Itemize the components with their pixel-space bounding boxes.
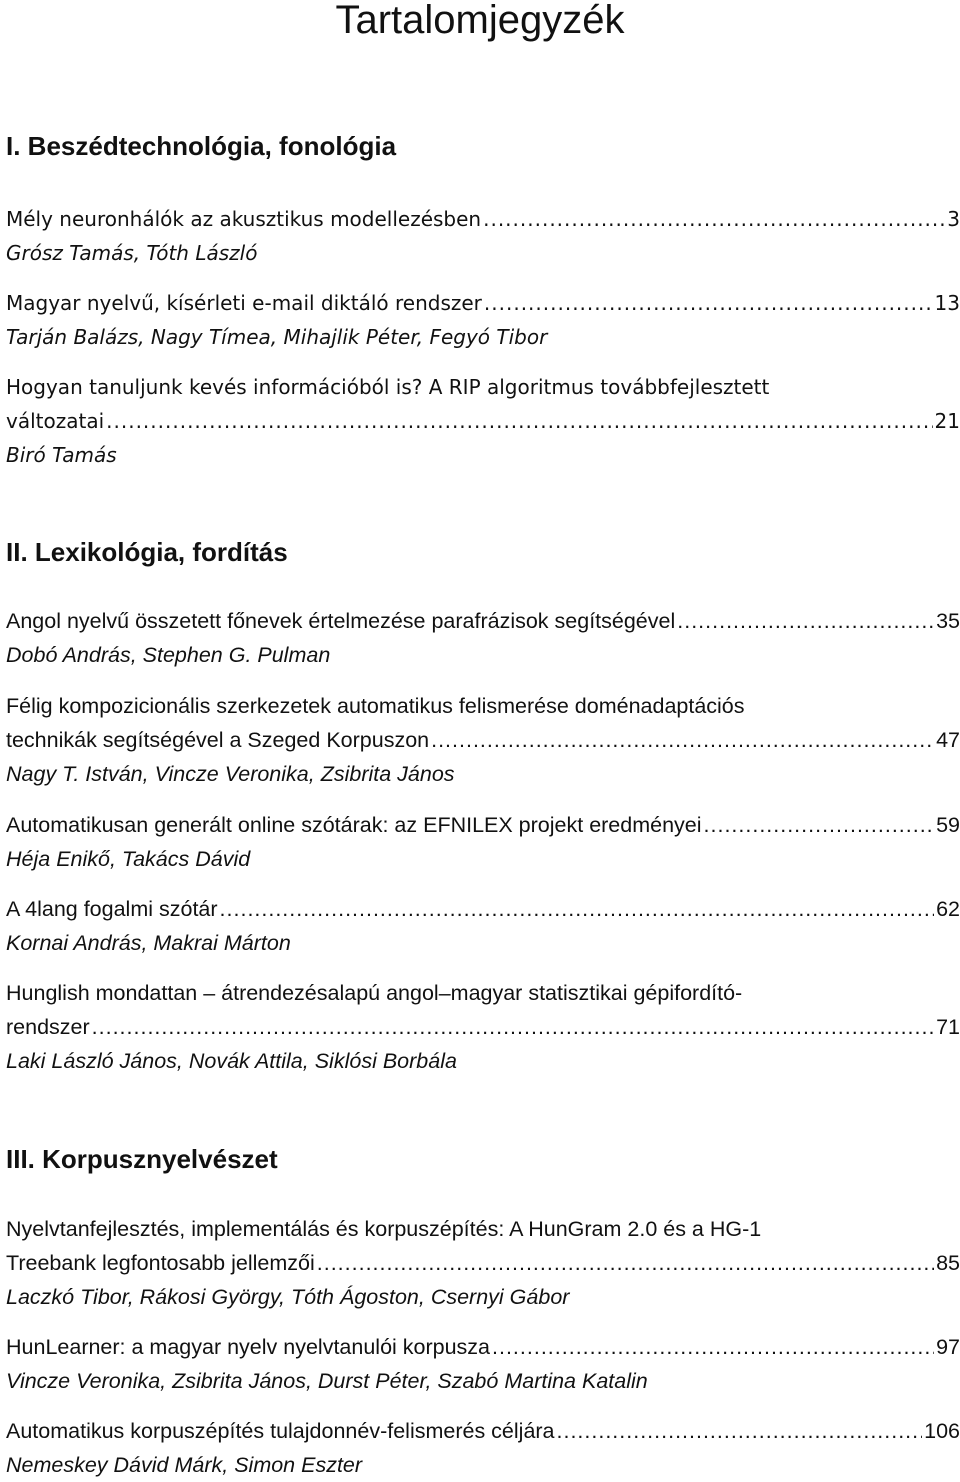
toc-entry[interactable] — [6, 976, 960, 1078]
dot-leader — [677, 604, 934, 638]
entry-title: Automatikus korpuszépítés tulajdonnév-felismerés céljára — [6, 1419, 555, 1443]
entry-title: Nyelvtanfejlesztés, implementálás és korpuszépítés: A HunGram 2.0 és a HG-1 — [6, 1217, 762, 1241]
entry-title: technikák segítségével a Szeged Korpuszon — [6, 728, 430, 752]
toc-entry[interactable] — [6, 689, 960, 791]
entry-title-line — [6, 1414, 960, 1448]
entry-title-line — [6, 723, 960, 757]
toc-entry[interactable] — [6, 1330, 960, 1398]
entry-title: Treebank legfontosabb jellemzői — [6, 1251, 315, 1275]
page-number: 3 — [947, 207, 960, 231]
dot-leader — [431, 723, 934, 757]
entry-title-line — [6, 370, 960, 404]
page-number: 59 — [936, 813, 960, 837]
page-number: 21 — [934, 409, 960, 433]
entry-title-line — [6, 286, 960, 320]
entry-title: Hogyan tanuljunk kevés információból is? A RIP algoritmus továbbfejlesztett — [6, 375, 770, 399]
entry-title-line — [6, 976, 960, 1010]
page-number: 71 — [936, 1015, 960, 1039]
dot-leader — [704, 808, 935, 842]
entry-title-line — [6, 404, 960, 438]
entry-title-line — [6, 689, 960, 723]
entry-title: rendszer — [6, 1015, 90, 1039]
entry-authors: Tarján Balázs, Nagy Tímea, Mihajlik Péter, Fegyó Tibor — [6, 325, 548, 349]
entry-title: Automatikusan generált online szótárak: az EFNILEX projekt eredményei — [6, 813, 702, 837]
page-number: 35 — [936, 609, 960, 633]
entry-title: Magyar nyelvű, kísérleti e-mail diktáló rendszer — [6, 291, 482, 315]
entry-title-line — [6, 1330, 960, 1364]
entry-authors: Vincze Veronika, Zsibrita János, Durst Péter, Szabó Martina Katalin — [6, 1369, 648, 1393]
toc-entry[interactable] — [6, 1212, 960, 1314]
toc-entry[interactable] — [6, 1414, 960, 1482]
dot-leader — [484, 286, 933, 320]
toc-entry[interactable] — [6, 286, 960, 354]
entry-title-line — [6, 604, 960, 638]
entry-title: HunLearner: a magyar nyelv nyelvtanulói korpusza — [6, 1335, 491, 1359]
section-heading: II. Lexikológia, fordítás — [6, 537, 288, 567]
entry-title-line — [6, 892, 960, 926]
toc-entry[interactable] — [6, 892, 960, 960]
entry-authors: Biró Tamás — [6, 443, 117, 467]
entry-title-line — [6, 808, 960, 842]
entry-title: Hunglish mondattan – átrendezésalapú angol–magyar statisztikai gépifordító- — [6, 981, 743, 1005]
entry-title: A 4lang fogalmi szótár — [6, 897, 218, 921]
entry-authors: Dobó András, Stephen G. Pulman — [6, 643, 331, 667]
dot-leader — [557, 1414, 923, 1448]
entry-title-line — [6, 202, 960, 236]
entry-authors: Nemeskey Dávid Márk, Simon Eszter — [6, 1453, 363, 1477]
page-number: 97 — [936, 1335, 960, 1359]
entry-authors: Laczkó Tibor, Rákosi György, Tóth Ágoston, Csernyi Gábor — [6, 1285, 570, 1309]
entry-title: változatai — [6, 409, 105, 433]
entry-authors: Héja Enikő, Takács Dávid — [6, 847, 251, 871]
section-heading: I. Beszédtechnológia, fonológia — [6, 131, 397, 161]
dot-leader — [492, 1330, 934, 1364]
page-number: 47 — [936, 728, 960, 752]
entry-title: Félig kompozicionális szerkezetek automatikus felismerése doménadaptációs — [6, 694, 745, 718]
toc-entry[interactable] — [6, 202, 960, 270]
section-heading: III. Korpusznyelvészet — [6, 1144, 278, 1174]
page-number: 62 — [936, 897, 960, 921]
entry-title-line — [6, 1010, 960, 1044]
toc-entry[interactable] — [6, 370, 960, 472]
entry-title-line — [6, 1212, 960, 1246]
page-number: 13 — [934, 291, 960, 315]
dot-leader — [317, 1246, 934, 1280]
toc-entry[interactable] — [6, 808, 960, 876]
dot-leader — [92, 1010, 934, 1044]
entry-authors: Kornai András, Makrai Márton — [6, 931, 291, 955]
entry-title: Angol nyelvű összetett főnevek értelmezése parafrázisok segítségével — [6, 609, 676, 633]
dot-leader — [220, 892, 935, 926]
page-number: 85 — [936, 1251, 960, 1275]
entry-authors: Nagy T. István, Vincze Veronika, Zsibrita János — [6, 762, 455, 786]
dot-leader — [106, 404, 932, 438]
entry-authors: Laki László János, Novák Attila, Siklósi Borbála — [6, 1049, 457, 1073]
page-number: 106 — [924, 1419, 960, 1443]
entry-title: Mély neuronhálók az akusztikus modellezésben — [6, 207, 482, 231]
entry-title-line — [6, 1246, 960, 1280]
toc-entry[interactable] — [6, 604, 960, 672]
dot-leader — [483, 202, 945, 236]
entry-authors: Grósz Tamás, Tóth László — [6, 241, 258, 265]
page-title: Tartalomjegyzék — [335, 0, 625, 42]
